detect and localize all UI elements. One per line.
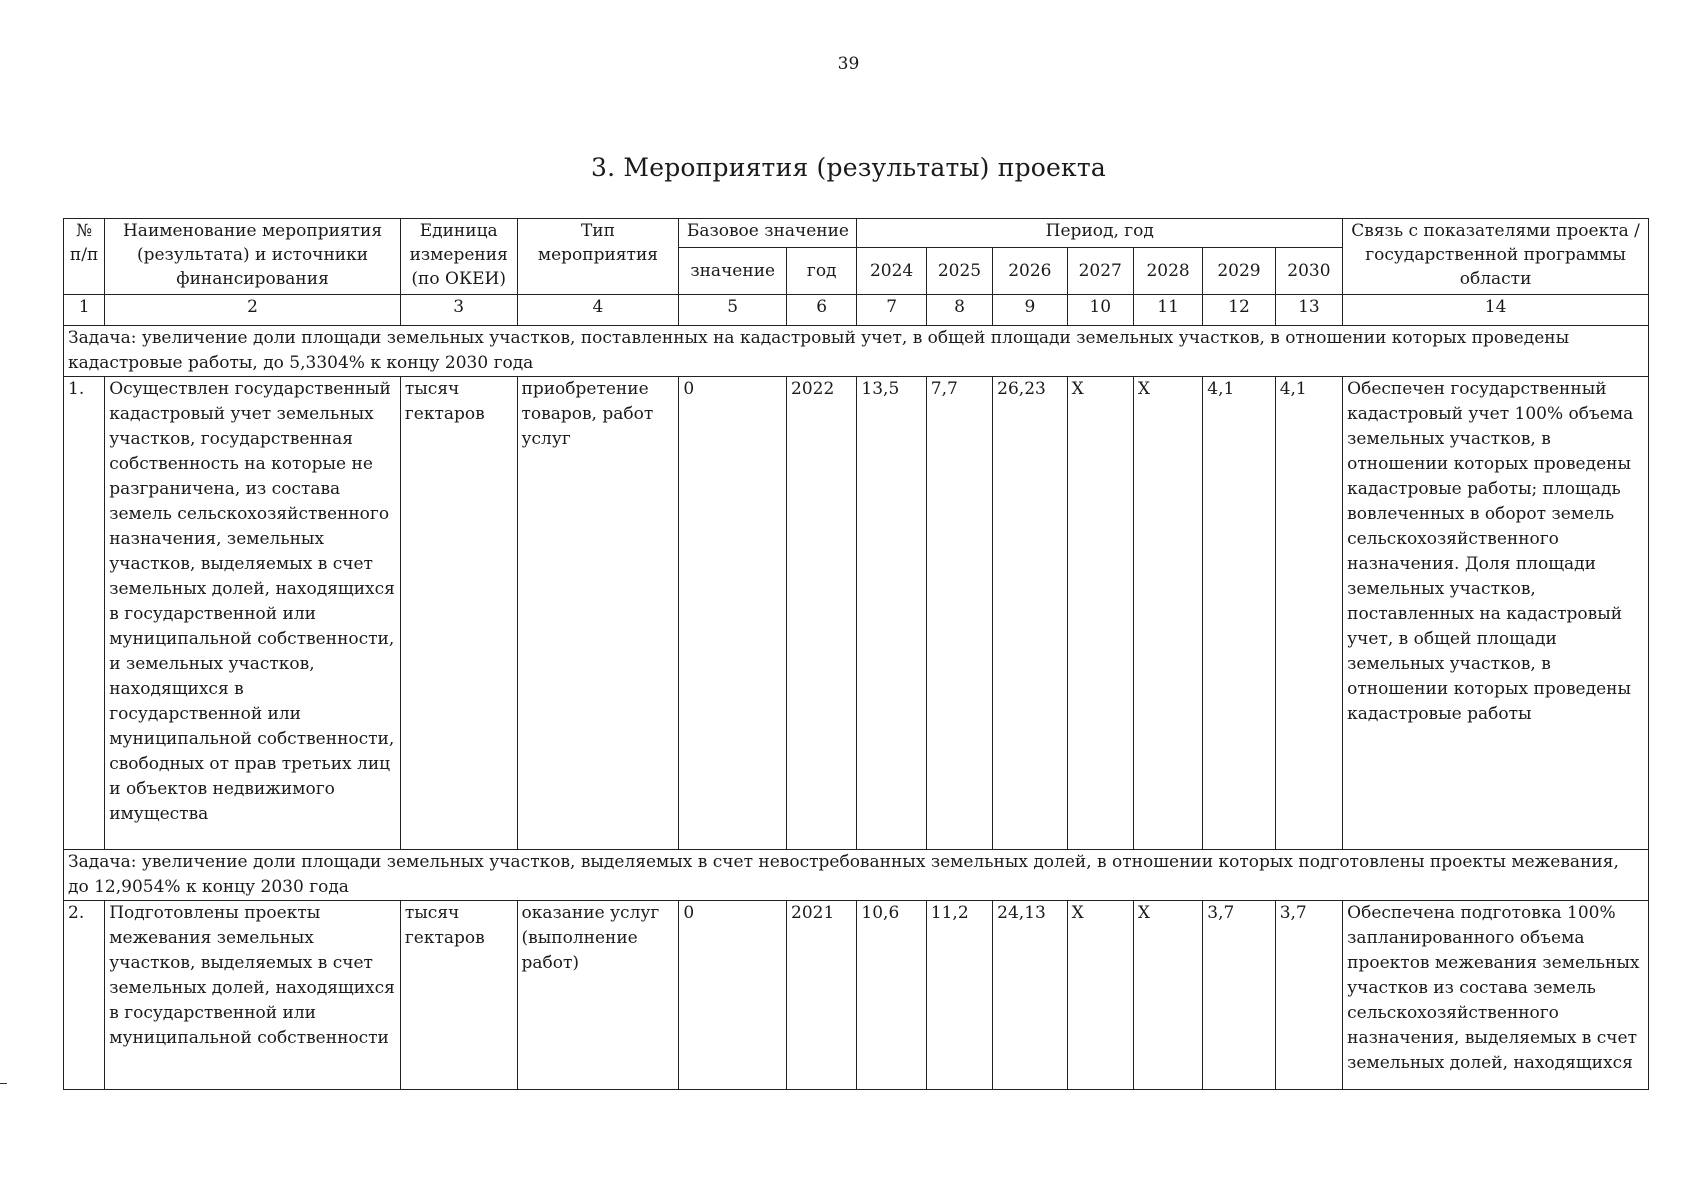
row-name: Осуществлен государственный кадастровый учет земельных участков, государственная собственность на которые не разграничена, из состава земель сельскохозяйственного назначения, земельных участков, выделяемых в счет земельных долей, находящихся в государственной или муниципальной собственности, и земельных участков, находящихся в государственной или муниципальной собственности, свободных от прав третьих лиц и объектов недвижимого имущества <box>105 377 401 850</box>
header-year: 2030 <box>1275 248 1342 295</box>
header-base: Базовое значение <box>679 219 857 248</box>
column-number: 14 <box>1343 295 1649 326</box>
column-number: 5 <box>679 295 787 326</box>
header-year: 2026 <box>993 248 1067 295</box>
margin-mark <box>0 1083 7 1084</box>
column-number: 11 <box>1133 295 1202 326</box>
header-year: 2025 <box>926 248 992 295</box>
row-value: X <box>1133 901 1202 1090</box>
row-value: 10,6 <box>857 901 926 1090</box>
task-1-text: Задача: увеличение доли площади земельных участков, поставленных на кадастровый учет, в общей площади земельных участков, в отношении которых проведены кадастровые работы, до 5,3304% к концу 2030 года <box>64 326 1649 377</box>
header-name: Наименование мероприятия (результата) и источники финансирования <box>105 219 401 295</box>
row-unit: тысяч гектаров <box>400 901 517 1090</box>
row-link: Обеспечена подготовка 100% запланированного объема проектов межевания земельных участков из состава земель сельскохозяйственного назначения, выделяемых в счет земельных долей, находящихся <box>1343 901 1649 1090</box>
row-value: 4,1 <box>1203 377 1275 850</box>
row-link: Обеспечен государственный кадастровый учет 100% объема земельных участков, в отношении которых проведены кадастровые работы; площадь вовлеченных в оборот земель сельскохозяйственного назначения. Доля площади земельных участков, поставленных на кадастровый учет, в общей площади земельных участков, в отношении которых проведены кадастровые работы <box>1343 377 1649 850</box>
row-value: X <box>1067 901 1133 1090</box>
section-title: 3. Мероприятия (результаты) проекта <box>591 153 1106 182</box>
column-number: 3 <box>400 295 517 326</box>
row-value: 24,13 <box>993 901 1067 1090</box>
header-year: 2024 <box>857 248 926 295</box>
header-unit: Единица измерения (по ОКЕИ) <box>400 219 517 295</box>
row-unit: тысяч гектаров <box>400 377 517 850</box>
row-value: X <box>1133 377 1202 850</box>
row-type: оказание услуг (выполнение работ) <box>517 901 679 1090</box>
row-num: 1. <box>64 377 105 850</box>
row-type: приобретение товаров, работ услуг <box>517 377 679 850</box>
column-number: 13 <box>1275 295 1342 326</box>
row-value: X <box>1067 377 1133 850</box>
row-value: 26,23 <box>993 377 1067 850</box>
row-base-value: 0 <box>679 901 787 1090</box>
row-value: 4,1 <box>1275 377 1342 850</box>
column-number: 1 <box>64 295 105 326</box>
page-number: 39 <box>837 54 860 74</box>
header-type: Тип мероприятия <box>517 219 679 295</box>
table-row <box>64 901 1649 1090</box>
header-period: Период, год <box>857 219 1343 248</box>
header-base-value: значение <box>679 248 787 295</box>
column-number: 2 <box>105 295 401 326</box>
row-base-year: 2021 <box>787 901 857 1090</box>
row-base-value: 0 <box>679 377 787 850</box>
column-number: 10 <box>1067 295 1133 326</box>
header-base-year: год <box>787 248 857 295</box>
column-number: 12 <box>1203 295 1275 326</box>
row-value: 3,7 <box>1275 901 1342 1090</box>
measures-table <box>63 218 1649 1090</box>
header-num: № п/п <box>64 219 105 295</box>
column-number: 7 <box>857 295 926 326</box>
row-value: 7,7 <box>926 377 992 850</box>
task-row <box>64 326 1649 377</box>
header-year: 2028 <box>1133 248 1202 295</box>
header-year: 2027 <box>1067 248 1133 295</box>
table-header-row <box>64 219 1649 248</box>
row-num: 2. <box>64 901 105 1090</box>
row-value: 3,7 <box>1203 901 1275 1090</box>
table-row <box>64 377 1649 850</box>
column-numbers-row <box>64 295 1649 326</box>
header-link: Связь с показателями проекта / государственной программы области <box>1343 219 1649 295</box>
row-name: Подготовлены проекты межевания земельных участков, выделяемых в счет земельных долей, находящихся в государственной или муниципальной собственности <box>105 901 401 1090</box>
header-year: 2029 <box>1203 248 1275 295</box>
row-value: 13,5 <box>857 377 926 850</box>
task-2-text: Задача: увеличение доли площади земельных участков, выделяемых в счет невостребованных земельных долей, в отношении которых подготовлены проекты межевания, до 12,9054% к концу 2030 года <box>64 850 1649 901</box>
column-number: 4 <box>517 295 679 326</box>
row-base-year: 2022 <box>787 377 857 850</box>
row-value: 11,2 <box>926 901 992 1090</box>
column-number: 9 <box>993 295 1067 326</box>
column-number: 8 <box>926 295 992 326</box>
column-number: 6 <box>787 295 857 326</box>
task-row <box>64 850 1649 901</box>
